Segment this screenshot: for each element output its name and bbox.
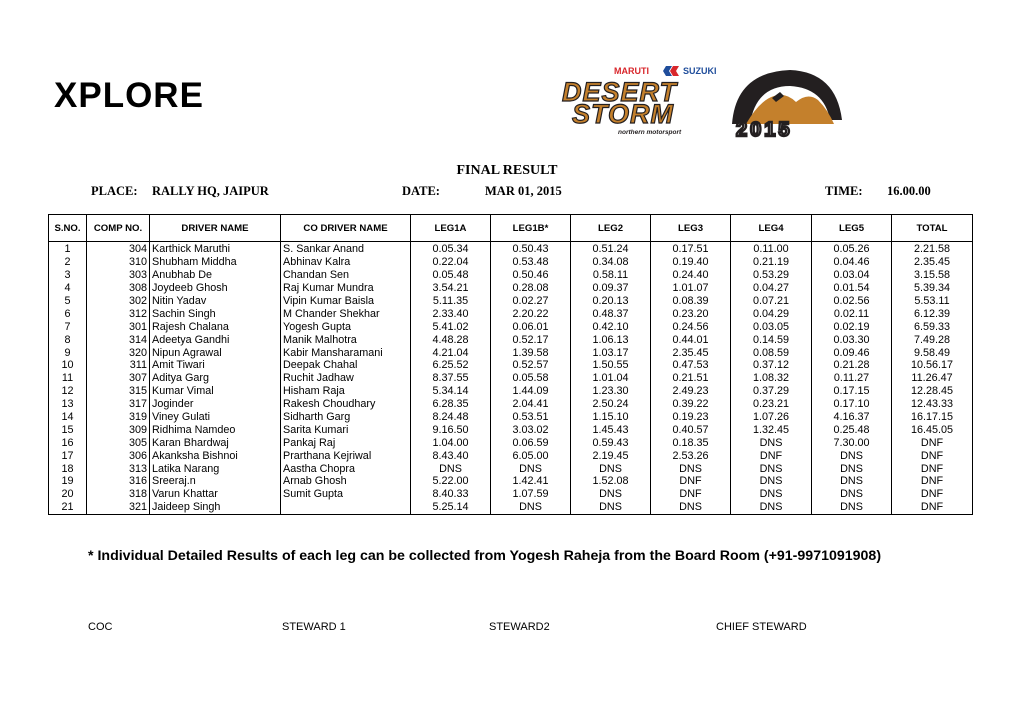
results-note: * Individual Detailed Results of each leg can be collected from Yogesh Raheja from the Board Room (+91-9971091908) (88, 548, 882, 564)
cell-leg3: DNF (651, 488, 731, 501)
cell-sno: 21 (49, 501, 87, 514)
cell-co-driver-name: Raj Kumar Mundra (281, 282, 411, 295)
cell-leg4: DNS (731, 475, 812, 488)
table-row (49, 269, 973, 282)
column-header-co-driver-name: CO DRIVER NAME (281, 215, 411, 242)
cell-co-driver-name: S. Sankar Anand (281, 242, 411, 256)
table-body (49, 242, 973, 515)
column-header-leg3: LEG3 (651, 215, 731, 242)
cell-sno: 10 (49, 359, 87, 372)
table-row (49, 282, 973, 295)
cell-leg1b: 2.04.41 (491, 398, 571, 411)
cell-comp-no: 317 (87, 398, 150, 411)
cell-leg1a: 1.04.00 (411, 436, 491, 449)
cell-leg1b: 6.05.00 (491, 449, 571, 462)
cell-leg4: 0.37.12 (731, 359, 812, 372)
cell-leg3: 2.53.26 (651, 449, 731, 462)
cell-total: 5.53.11 (892, 295, 973, 308)
cell-leg1b: 0.28.08 (491, 282, 571, 295)
cell-leg5: 0.09.46 (812, 346, 892, 359)
table-row (49, 359, 973, 372)
cell-leg3: 2.35.45 (651, 346, 731, 359)
cell-leg1a: 5.41.02 (411, 320, 491, 333)
cell-leg4: 1.32.45 (731, 423, 812, 436)
cell-leg1a: 0.05.48 (411, 269, 491, 282)
cell-comp-no: 309 (87, 423, 150, 436)
desert-storm-logo (560, 62, 850, 142)
cell-leg4: DNS (731, 501, 812, 514)
cell-sno: 4 (49, 282, 87, 295)
cell-leg4: 0.07.21 (731, 295, 812, 308)
cell-leg1a: 5.22.00 (411, 475, 491, 488)
cell-leg3: DNF (651, 475, 731, 488)
cell-comp-no: 316 (87, 475, 150, 488)
cell-driver-name: Amit Tiwari (150, 359, 281, 372)
cell-driver-name: Akanksha Bishnoi (150, 449, 281, 462)
cell-comp-no: 306 (87, 449, 150, 462)
report-title: FINAL RESULT (456, 163, 558, 178)
cell-leg3: 0.19.23 (651, 411, 731, 424)
logo-sponsor-right: SUZUKI (683, 66, 717, 76)
results-table (48, 214, 973, 515)
cell-leg1b: 0.53.48 (491, 256, 571, 269)
cell-leg1a: 8.43.40 (411, 449, 491, 462)
cell-total: 10.56.17 (892, 359, 973, 372)
cell-leg1b: 2.20.22 (491, 307, 571, 320)
cell-leg1a: 4.48.28 (411, 333, 491, 346)
cell-leg2: 1.06.13 (571, 333, 651, 346)
place-label: PLACE: (91, 184, 138, 198)
cell-leg3: 0.08.39 (651, 295, 731, 308)
column-header-leg1b: LEG1B* (491, 215, 571, 242)
cell-comp-no: 303 (87, 269, 150, 282)
cell-sno: 8 (49, 333, 87, 346)
cell-leg1a: 2.33.40 (411, 307, 491, 320)
cell-comp-no: 318 (87, 488, 150, 501)
cell-total: 6.59.33 (892, 320, 973, 333)
cell-sno: 16 (49, 436, 87, 449)
cell-total: 7.49.28 (892, 333, 973, 346)
cell-comp-no: 305 (87, 436, 150, 449)
cell-leg1a: 0.05.34 (411, 242, 491, 256)
column-header-total: TOTAL (892, 215, 973, 242)
column-header-leg1a: LEG1A (411, 215, 491, 242)
cell-driver-name: Viney Gulati (150, 411, 281, 424)
cell-co-driver-name: Prarthana Kejriwal (281, 449, 411, 462)
cell-sno: 6 (49, 307, 87, 320)
cell-leg5: 0.17.15 (812, 385, 892, 398)
cell-leg3: 1.01.07 (651, 282, 731, 295)
cell-leg2: 2.50.24 (571, 398, 651, 411)
cell-co-driver-name: Manik Malhotra (281, 333, 411, 346)
cell-comp-no: 313 (87, 462, 150, 475)
cell-leg2: DNS (571, 501, 651, 514)
cell-co-driver-name: M Chander Shekhar (281, 307, 411, 320)
category-title: XPLORE (54, 76, 204, 115)
cell-leg5: 7.30.00 (812, 436, 892, 449)
cell-leg2: 0.42.10 (571, 320, 651, 333)
cell-leg1a: 8.24.48 (411, 411, 491, 424)
cell-driver-name: Karthick Maruthi (150, 242, 281, 256)
cell-sno: 14 (49, 411, 87, 424)
table-row (49, 475, 973, 488)
cell-co-driver-name: Sidharth Garg (281, 411, 411, 424)
cell-leg1a: 5.25.14 (411, 501, 491, 514)
cell-co-driver-name: Aastha Chopra (281, 462, 411, 475)
cell-leg1b: 1.07.59 (491, 488, 571, 501)
cell-total: 16.45.05 (892, 423, 973, 436)
cell-total: DNF (892, 462, 973, 475)
cell-leg1a: DNS (411, 462, 491, 475)
cell-driver-name: Joydeeb Ghosh (150, 282, 281, 295)
cell-leg3: 0.40.57 (651, 423, 731, 436)
suzuki-mark-icon (663, 66, 679, 76)
cell-leg2: 0.51.24 (571, 242, 651, 256)
cell-sno: 12 (49, 385, 87, 398)
cell-leg5: DNS (812, 449, 892, 462)
cell-leg5: 0.03.30 (812, 333, 892, 346)
cell-leg4: DNS (731, 462, 812, 475)
cell-leg2: 0.59.43 (571, 436, 651, 449)
cell-leg4: 1.07.26 (731, 411, 812, 424)
cell-leg3: DNS (651, 462, 731, 475)
cell-leg2: 1.50.55 (571, 359, 651, 372)
table-row (49, 488, 973, 501)
cell-driver-name: Latika Narang (150, 462, 281, 475)
cell-total: DNF (892, 501, 973, 514)
cell-leg1b: 0.52.57 (491, 359, 571, 372)
cell-leg5: 0.25.48 (812, 423, 892, 436)
cell-leg2: 0.20.13 (571, 295, 651, 308)
cell-leg2: 0.58.11 (571, 269, 651, 282)
cell-co-driver-name: Sumit Gupta (281, 488, 411, 501)
cell-leg4: DNS (731, 488, 812, 501)
cell-comp-no: 310 (87, 256, 150, 269)
cell-leg1a: 5.11.35 (411, 295, 491, 308)
cell-co-driver-name: Chandan Sen (281, 269, 411, 282)
cell-co-driver-name: Pankaj Raj (281, 436, 411, 449)
cell-co-driver-name: Kabir Mansharamani (281, 346, 411, 359)
mountain-emblem-icon (732, 70, 842, 124)
cell-leg4: 0.04.29 (731, 307, 812, 320)
signature-chief-steward: CHIEF STEWARD (716, 621, 807, 633)
logo-sponsor-left: MARUTI (614, 66, 649, 76)
table-row (49, 256, 973, 269)
cell-sno: 9 (49, 346, 87, 359)
cell-co-driver-name: Abhinav Kalra (281, 256, 411, 269)
cell-leg1a: 6.28.35 (411, 398, 491, 411)
cell-leg1b: 1.42.41 (491, 475, 571, 488)
cell-leg3: 0.39.22 (651, 398, 731, 411)
logo-line2: STORM (572, 99, 675, 129)
cell-comp-no: 308 (87, 282, 150, 295)
cell-sno: 20 (49, 488, 87, 501)
cell-total: 6.12.39 (892, 307, 973, 320)
cell-sno: 17 (49, 449, 87, 462)
cell-leg4: 0.21.19 (731, 256, 812, 269)
table-row (49, 501, 973, 514)
table-row (49, 307, 973, 320)
signature-steward-1: STEWARD 1 (282, 621, 346, 633)
table-row (49, 295, 973, 308)
cell-driver-name: Nitin Yadav (150, 295, 281, 308)
cell-leg4: 0.08.59 (731, 346, 812, 359)
cell-leg3: 0.44.01 (651, 333, 731, 346)
cell-leg5: DNS (812, 462, 892, 475)
cell-leg1a: 8.37.55 (411, 372, 491, 385)
table-row (49, 372, 973, 385)
table-row (49, 436, 973, 449)
cell-leg4: 0.03.05 (731, 320, 812, 333)
cell-leg1b: 3.03.02 (491, 423, 571, 436)
signature-steward-2: STEWARD2 (489, 621, 550, 633)
cell-total: DNF (892, 436, 973, 449)
cell-leg5: 0.04.46 (812, 256, 892, 269)
cell-co-driver-name: Arnab Ghosh (281, 475, 411, 488)
cell-leg3: 0.23.20 (651, 307, 731, 320)
cell-leg5: 0.02.56 (812, 295, 892, 308)
cell-leg5: 0.03.04 (812, 269, 892, 282)
cell-leg1b: DNS (491, 462, 571, 475)
cell-leg1b: 0.52.17 (491, 333, 571, 346)
cell-total: DNF (892, 488, 973, 501)
cell-leg5: 0.21.28 (812, 359, 892, 372)
table-row (49, 242, 973, 256)
cell-total: 2.21.58 (892, 242, 973, 256)
cell-driver-name: Nipun Agrawal (150, 346, 281, 359)
date-value: MAR 01, 2015 (485, 184, 562, 198)
cell-total: 3.15.58 (892, 269, 973, 282)
cell-leg1a: 9.16.50 (411, 423, 491, 436)
cell-leg2: 0.34.08 (571, 256, 651, 269)
cell-comp-no: 321 (87, 501, 150, 514)
cell-driver-name: Ridhima Namdeo (150, 423, 281, 436)
cell-leg3: DNS (651, 501, 731, 514)
cell-leg2: 1.23.30 (571, 385, 651, 398)
cell-leg5: DNS (812, 488, 892, 501)
cell-sno: 1 (49, 242, 87, 256)
signature-coc: COC (88, 621, 113, 633)
cell-co-driver-name: Hisham Raja (281, 385, 411, 398)
table-row (49, 320, 973, 333)
cell-total: 11.26.47 (892, 372, 973, 385)
cell-leg1b: 0.06.01 (491, 320, 571, 333)
place-value: RALLY HQ, JAIPUR (152, 184, 269, 198)
cell-leg1b: 0.05.58 (491, 372, 571, 385)
cell-leg2: 1.45.43 (571, 423, 651, 436)
cell-co-driver-name: Yogesh Gupta (281, 320, 411, 333)
cell-comp-no: 302 (87, 295, 150, 308)
cell-leg2: 2.19.45 (571, 449, 651, 462)
cell-sno: 11 (49, 372, 87, 385)
cell-driver-name: Adeetya Gandhi (150, 333, 281, 346)
cell-driver-name: Sreeraj.n (150, 475, 281, 488)
cell-leg2: 1.15.10 (571, 411, 651, 424)
table-row (49, 411, 973, 424)
cell-leg2: DNS (571, 462, 651, 475)
cell-leg4: 0.23.21 (731, 398, 812, 411)
cell-leg1a: 6.25.52 (411, 359, 491, 372)
cell-comp-no: 307 (87, 372, 150, 385)
cell-leg5: 0.01.54 (812, 282, 892, 295)
cell-sno: 18 (49, 462, 87, 475)
cell-sno: 5 (49, 295, 87, 308)
cell-leg4: 0.11.00 (731, 242, 812, 256)
cell-comp-no: 312 (87, 307, 150, 320)
cell-leg1b: 0.50.46 (491, 269, 571, 282)
cell-leg1a: 4.21.04 (411, 346, 491, 359)
cell-co-driver-name: Vipin Kumar Baisla (281, 295, 411, 308)
cell-driver-name: Jaideep Singh (150, 501, 281, 514)
cell-leg1b: 0.06.59 (491, 436, 571, 449)
logo-year: 2015 (736, 119, 793, 141)
cell-driver-name: Karan Bhardwaj (150, 436, 281, 449)
time-value: 16.00.00 (887, 184, 931, 198)
cell-leg2: 1.01.04 (571, 372, 651, 385)
cell-leg3: 2.49.23 (651, 385, 731, 398)
cell-leg2: DNS (571, 488, 651, 501)
column-header-leg4: LEG4 (731, 215, 812, 242)
cell-sno: 15 (49, 423, 87, 436)
cell-leg5: 0.11.27 (812, 372, 892, 385)
cell-leg4: 0.04.27 (731, 282, 812, 295)
table-row (49, 398, 973, 411)
column-header-driver-name: DRIVER NAME (150, 215, 281, 242)
cell-leg4: 0.53.29 (731, 269, 812, 282)
cell-driver-name: Varun Khattar (150, 488, 281, 501)
cell-total: 12.28.45 (892, 385, 973, 398)
logo-line1: DESERT (562, 77, 678, 107)
table-row (49, 449, 973, 462)
cell-leg1b: 0.50.43 (491, 242, 571, 256)
cell-driver-name: Kumar Vimal (150, 385, 281, 398)
cell-co-driver-name: Sarita Kumari (281, 423, 411, 436)
cell-leg5: 4.16.37 (812, 411, 892, 424)
cell-co-driver-name: Deepak Chahal (281, 359, 411, 372)
cell-driver-name: Sachin Singh (150, 307, 281, 320)
cell-driver-name: Rajesh Chalana (150, 320, 281, 333)
cell-leg1b: 0.02.27 (491, 295, 571, 308)
logo-tagline: northern motorsport (618, 129, 682, 136)
cell-leg1a: 0.22.04 (411, 256, 491, 269)
table-row (49, 423, 973, 436)
cell-leg1a: 8.40.33 (411, 488, 491, 501)
cell-comp-no: 319 (87, 411, 150, 424)
cell-comp-no: 314 (87, 333, 150, 346)
time-label: TIME: (825, 184, 863, 198)
cell-comp-no: 304 (87, 242, 150, 256)
cell-leg3: 0.24.56 (651, 320, 731, 333)
cell-total: 9.58.49 (892, 346, 973, 359)
cell-driver-name: Joginder (150, 398, 281, 411)
cell-total: 16.17.15 (892, 411, 973, 424)
table-header-row (49, 215, 973, 242)
cell-leg3: 0.18.35 (651, 436, 731, 449)
column-header-leg5: LEG5 (812, 215, 892, 242)
cell-total: DNF (892, 475, 973, 488)
cell-leg1b: 1.39.58 (491, 346, 571, 359)
cell-leg1b: 1.44.09 (491, 385, 571, 398)
cell-total: DNF (892, 449, 973, 462)
cell-leg3: 0.21.51 (651, 372, 731, 385)
table-row (49, 346, 973, 359)
cell-total: 2.35.45 (892, 256, 973, 269)
table-row (49, 333, 973, 346)
cell-leg5: 0.05.26 (812, 242, 892, 256)
cell-driver-name: Anubhab De (150, 269, 281, 282)
cell-leg1b: DNS (491, 501, 571, 514)
cell-leg1a: 5.34.14 (411, 385, 491, 398)
cell-leg2: 1.03.17 (571, 346, 651, 359)
table-row (49, 385, 973, 398)
column-header-sno: S.NO. (49, 215, 87, 242)
cell-sno: 13 (49, 398, 87, 411)
date-label: DATE: (402, 184, 440, 198)
cell-comp-no: 320 (87, 346, 150, 359)
cell-leg5: DNS (812, 475, 892, 488)
cell-driver-name: Shubham Middha (150, 256, 281, 269)
cell-leg2: 0.09.37 (571, 282, 651, 295)
cell-comp-no: 315 (87, 385, 150, 398)
cell-co-driver-name: Ruchit Jadhaw (281, 372, 411, 385)
cell-leg3: 0.24.40 (651, 269, 731, 282)
cell-comp-no: 311 (87, 359, 150, 372)
cell-leg5: DNS (812, 501, 892, 514)
column-header-comp-no: COMP NO. (87, 215, 150, 242)
cell-co-driver-name (281, 501, 411, 514)
cell-co-driver-name: Rakesh Choudhary (281, 398, 411, 411)
cell-total: 5.39.34 (892, 282, 973, 295)
cell-leg4: 1.08.32 (731, 372, 812, 385)
cell-leg4: 0.14.59 (731, 333, 812, 346)
cell-leg4: DNF (731, 449, 812, 462)
cell-sno: 7 (49, 320, 87, 333)
cell-leg3: 0.19.40 (651, 256, 731, 269)
cell-driver-name: Aditya Garg (150, 372, 281, 385)
cell-sno: 3 (49, 269, 87, 282)
cell-leg1a: 3.54.21 (411, 282, 491, 295)
cell-total: 12.43.33 (892, 398, 973, 411)
table-row (49, 462, 973, 475)
cell-sno: 2 (49, 256, 87, 269)
cell-leg5: 0.02.19 (812, 320, 892, 333)
cell-leg4: 0.37.29 (731, 385, 812, 398)
cell-leg3: 0.47.53 (651, 359, 731, 372)
cell-sno: 19 (49, 475, 87, 488)
cell-leg2: 1.52.08 (571, 475, 651, 488)
cell-leg5: 0.02.11 (812, 307, 892, 320)
cell-leg4: DNS (731, 436, 812, 449)
cell-leg2: 0.48.37 (571, 307, 651, 320)
cell-leg5: 0.17.10 (812, 398, 892, 411)
column-header-leg2: LEG2 (571, 215, 651, 242)
cell-leg1b: 0.53.51 (491, 411, 571, 424)
cell-leg3: 0.17.51 (651, 242, 731, 256)
cell-comp-no: 301 (87, 320, 150, 333)
